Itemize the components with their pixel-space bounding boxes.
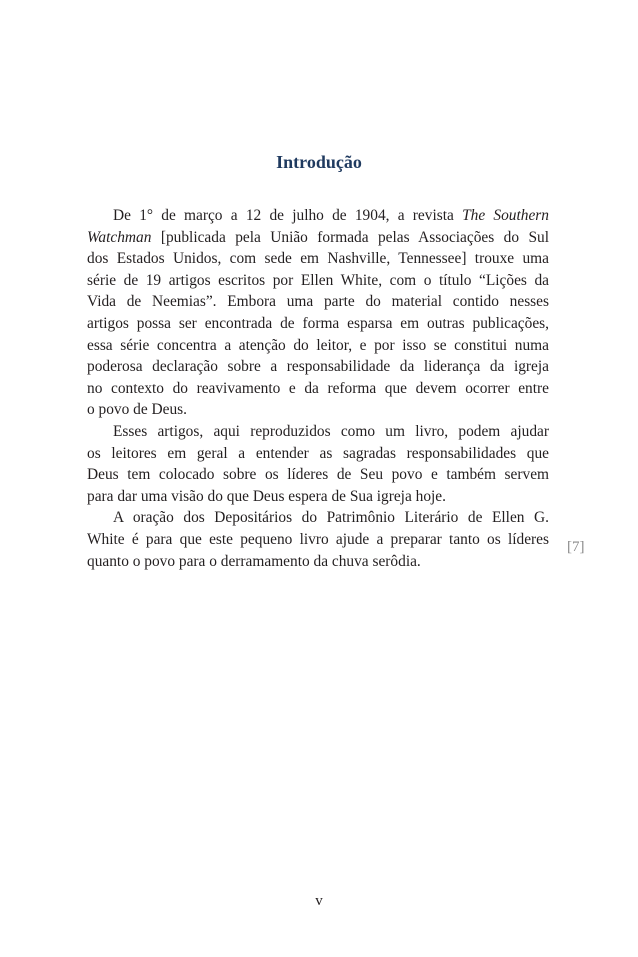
text-line — [87, 270, 549, 292]
paragraph — [87, 205, 549, 421]
italic-title-text: Watchman — [87, 228, 152, 246]
text-line — [87, 335, 549, 357]
text-segment: no contexto do reavivamento e da reforma que devem ocorrer entre — [87, 379, 549, 397]
text-line — [87, 378, 549, 400]
text-segment: essa série concentra a atenção do leitor, e por isso se constitui numa — [87, 336, 549, 354]
page-number: v — [315, 893, 323, 909]
text-segment: White é para que este pequeno livro ajude a preparar tanto os líderes — [87, 530, 549, 548]
text-line — [87, 356, 549, 378]
text-line — [87, 205, 549, 227]
text-segment: Vida de Neemias”. Embora uma parte do material contido nesses — [87, 293, 549, 311]
text-segment: para dar uma visão do que Deus espera de Sua igreja hoje. — [87, 487, 446, 505]
paragraph — [87, 507, 549, 572]
text-line — [87, 464, 549, 486]
text-line — [87, 291, 549, 313]
document-body — [87, 205, 549, 572]
page-title: Introdução — [276, 152, 362, 172]
text-segment: dos Estados Unidos, com sede em Nashville, Tennessee] trouxe uma — [87, 250, 549, 268]
text-segment: o povo de Deus. — [87, 401, 188, 419]
italic-title-text: The Southern — [462, 207, 549, 224]
page-marker: [7] — [567, 539, 585, 555]
text-segment: Deus tem colocado sobre os líderes de Seu povo e também servem — [87, 466, 549, 484]
text-segment: quanto o povo para o derramamento da chuva serôdia. — [87, 552, 421, 570]
text-segment: poderosa declaração sobre a responsabilidade da liderança da igreja — [87, 358, 549, 376]
text-line — [87, 399, 549, 421]
paragraph — [87, 421, 549, 507]
text-line — [87, 443, 549, 465]
text-line — [87, 227, 549, 249]
text-segment: [publicada pela União formada pelas Associações do Sul — [151, 228, 549, 246]
text-line — [87, 421, 549, 443]
text-segment: De 1° de março a 12 de julho de 1904, a revista — [113, 207, 463, 224]
text-line — [87, 313, 549, 335]
text-segment: os leitores em geral a entender as sagradas responsabilidades que — [87, 444, 549, 462]
text-segment: série de 19 artigos escritos por Ellen White, com o título “Lições da — [87, 271, 549, 289]
text-segment: Esses artigos, aqui reproduzidos como um livro, podem ajudar — [113, 422, 549, 440]
text-segment: A oração dos Depositários do Patrimônio Literário de Ellen G. — [113, 509, 549, 527]
text-line — [87, 486, 549, 508]
text-line — [87, 248, 549, 270]
text-line — [87, 507, 549, 529]
text-line — [87, 551, 549, 573]
text-line — [87, 529, 549, 551]
text-segment: artigos possa ser encontrada de forma esparsa em outras publicações, — [87, 314, 549, 332]
